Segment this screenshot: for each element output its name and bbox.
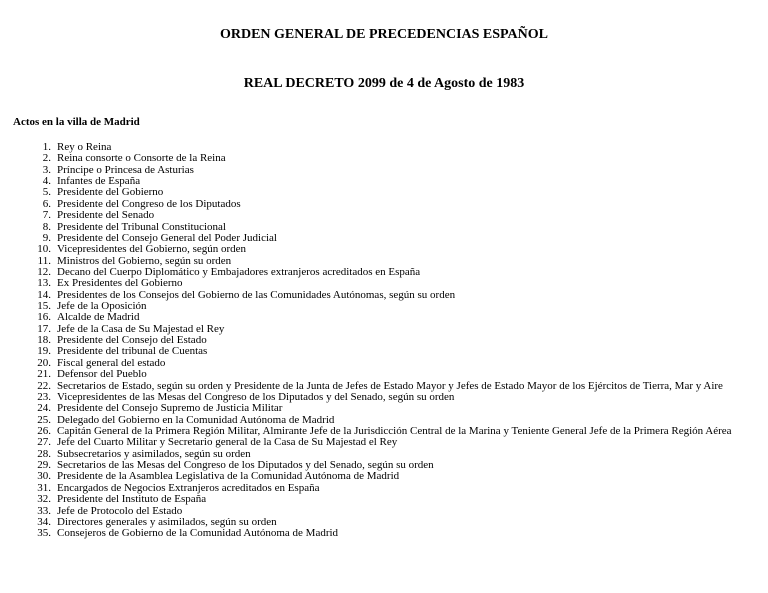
list-item-number: 20. [37,356,51,369]
list-item-number: 28. [37,447,51,460]
list-item-number: 31. [37,481,51,494]
list-item-text: Ex Presidentes del Gobierno [57,277,183,290]
list-item-number: 14. [37,288,51,301]
list-item-number: 22. [37,379,51,392]
list-item-text: Presidente del Tribunal Constitucional [57,220,226,233]
list-item-text: Consejeros de Gobierno de la Comunidad Autónoma de Madrid [57,527,339,540]
list-item-text: Príncipe o Princesa de Asturias [57,163,194,176]
list-item-text: Directores generales y asimilados, según su orden [57,515,277,528]
list-item-text: Presidente del Consejo Supremo de Justicia Militar [57,402,283,415]
list-item-number: 3. [42,163,51,176]
list-item-number: 4. [42,175,51,188]
list-item-text: Delegado del Gobierno en la Comunidad Autónoma de Madrid [57,413,335,426]
list-item-text: Presidente de la Asamblea Legislativa de la Comunidad Autónoma de Madrid [57,470,400,483]
list-item-number: 17. [37,322,51,335]
list-item-number: 33. [37,504,51,517]
list-item-number: 24. [37,402,51,415]
list-item-text: Subsecretarios y asimilados, según su orden [57,447,251,460]
list-item-text: Jefe del Cuarto Militar y Secretario general de la Casa de Su Majestad el Rey [57,436,398,449]
list-item-text: Alcalde de Madrid [57,311,140,324]
list-item-number: 13. [37,277,51,290]
list-item-text: Ministros del Gobierno, según su orden [57,254,232,267]
list-item-text: Rey o Reina [57,141,112,153]
list-item-text: Reina consorte o Consorte de la Reina [57,152,226,165]
list-item-number: 9. [42,231,51,244]
list-item-number: 26. [37,424,51,437]
list-item-text: Presidente del tribunal de Cuentas [57,345,208,358]
list-item-text: Defensor del Pueblo [57,368,147,381]
list-item-number: 6. [42,197,51,210]
list-item-number: 16. [37,311,51,324]
list-item-number: 29. [37,459,51,472]
list-item-number: 7. [42,209,51,222]
list-item-number: 21. [37,368,51,381]
list-item-text: Encargados de Negocios Extranjeros acreditados en España [57,481,320,494]
list-item-text: Secretarios de Estado, según su orden y Presidente de la Junta de Jefes de Estado Mayor y Jefes de Estado Mayor de los Ejércitos de Tierra, Mar y Aire [57,379,723,392]
list-item-number: 18. [37,334,51,347]
list-item-text: Vicepresidentes del Gobierno, según orden [57,243,247,256]
list-item-number: 2. [42,152,51,165]
list-item-text: Infantes de España [57,175,141,188]
list-item-text: Capitán General de la Primera Región Militar, Almirante Jefe de la Jurisdicción Central de la Marina y Teniente General Jefe de la Primera Región Aérea [57,424,732,437]
list-item-text: Jefe de la Casa de Su Majestad el Rey [57,322,225,335]
document-title: ORDEN GENERAL DE PRECEDENCIAS ESPAÑOL [219,27,548,42]
list-item-number: 12. [37,265,51,278]
list-item-number: 30. [37,470,51,483]
list-item-number: 1. [42,141,51,153]
list-item-text: Presidentes de los Consejos del Gobierno de las Comunidades Autónomas, según su orden [57,288,456,301]
list-item-text: Presidente del Senado [57,209,155,222]
list-item-number: 10. [37,243,51,256]
list-item-text: Presidente del Congreso de los Diputados [57,197,241,210]
list-item-text: Vicepresidentes de las Mesas del Congreso de los Diputados y del Senado, según su orden [57,390,455,403]
document-subtitle: REAL DECRETO 2099 de 4 de Agosto de 1983 [243,76,525,91]
list-item-number: 32. [37,493,51,506]
list-item-text: Presidente del Instituto de España [57,493,207,506]
list-item-text: Jefe de la Oposición [57,300,147,313]
list-item-number: 11. [37,254,51,267]
list-item-number: 19. [37,345,51,358]
list-item-number: 23. [37,390,51,403]
list-item-number: 25. [37,413,51,426]
list-item-text: Jefe de Protocolo del Estado [57,504,183,517]
list-item-text: Secretarios de las Mesas del Congreso de los Diputados y del Senado, según su orden [57,459,434,472]
section-heading: Actos en la villa de Madrid [13,116,140,128]
list-item-text: Presidente del Gobierno [57,186,164,199]
list-item-number: 35. [37,527,51,540]
list-item-text: Fiscal general del estado [57,356,166,369]
list-item-text: Presidente del Consejo del Estado [57,334,207,347]
list-item-number: 27. [37,436,51,449]
list-item-text: Decano del Cuerpo Diplomático y Embajadores extranjeros acreditados en España [57,265,421,278]
list-item-text: Presidente del Consejo General del Poder Judicial [57,231,277,244]
list-item-number: 15. [37,300,51,313]
list-item-number: 34. [37,515,51,528]
list-item-number: 5. [42,186,51,199]
list-item-number: 8. [42,220,51,233]
